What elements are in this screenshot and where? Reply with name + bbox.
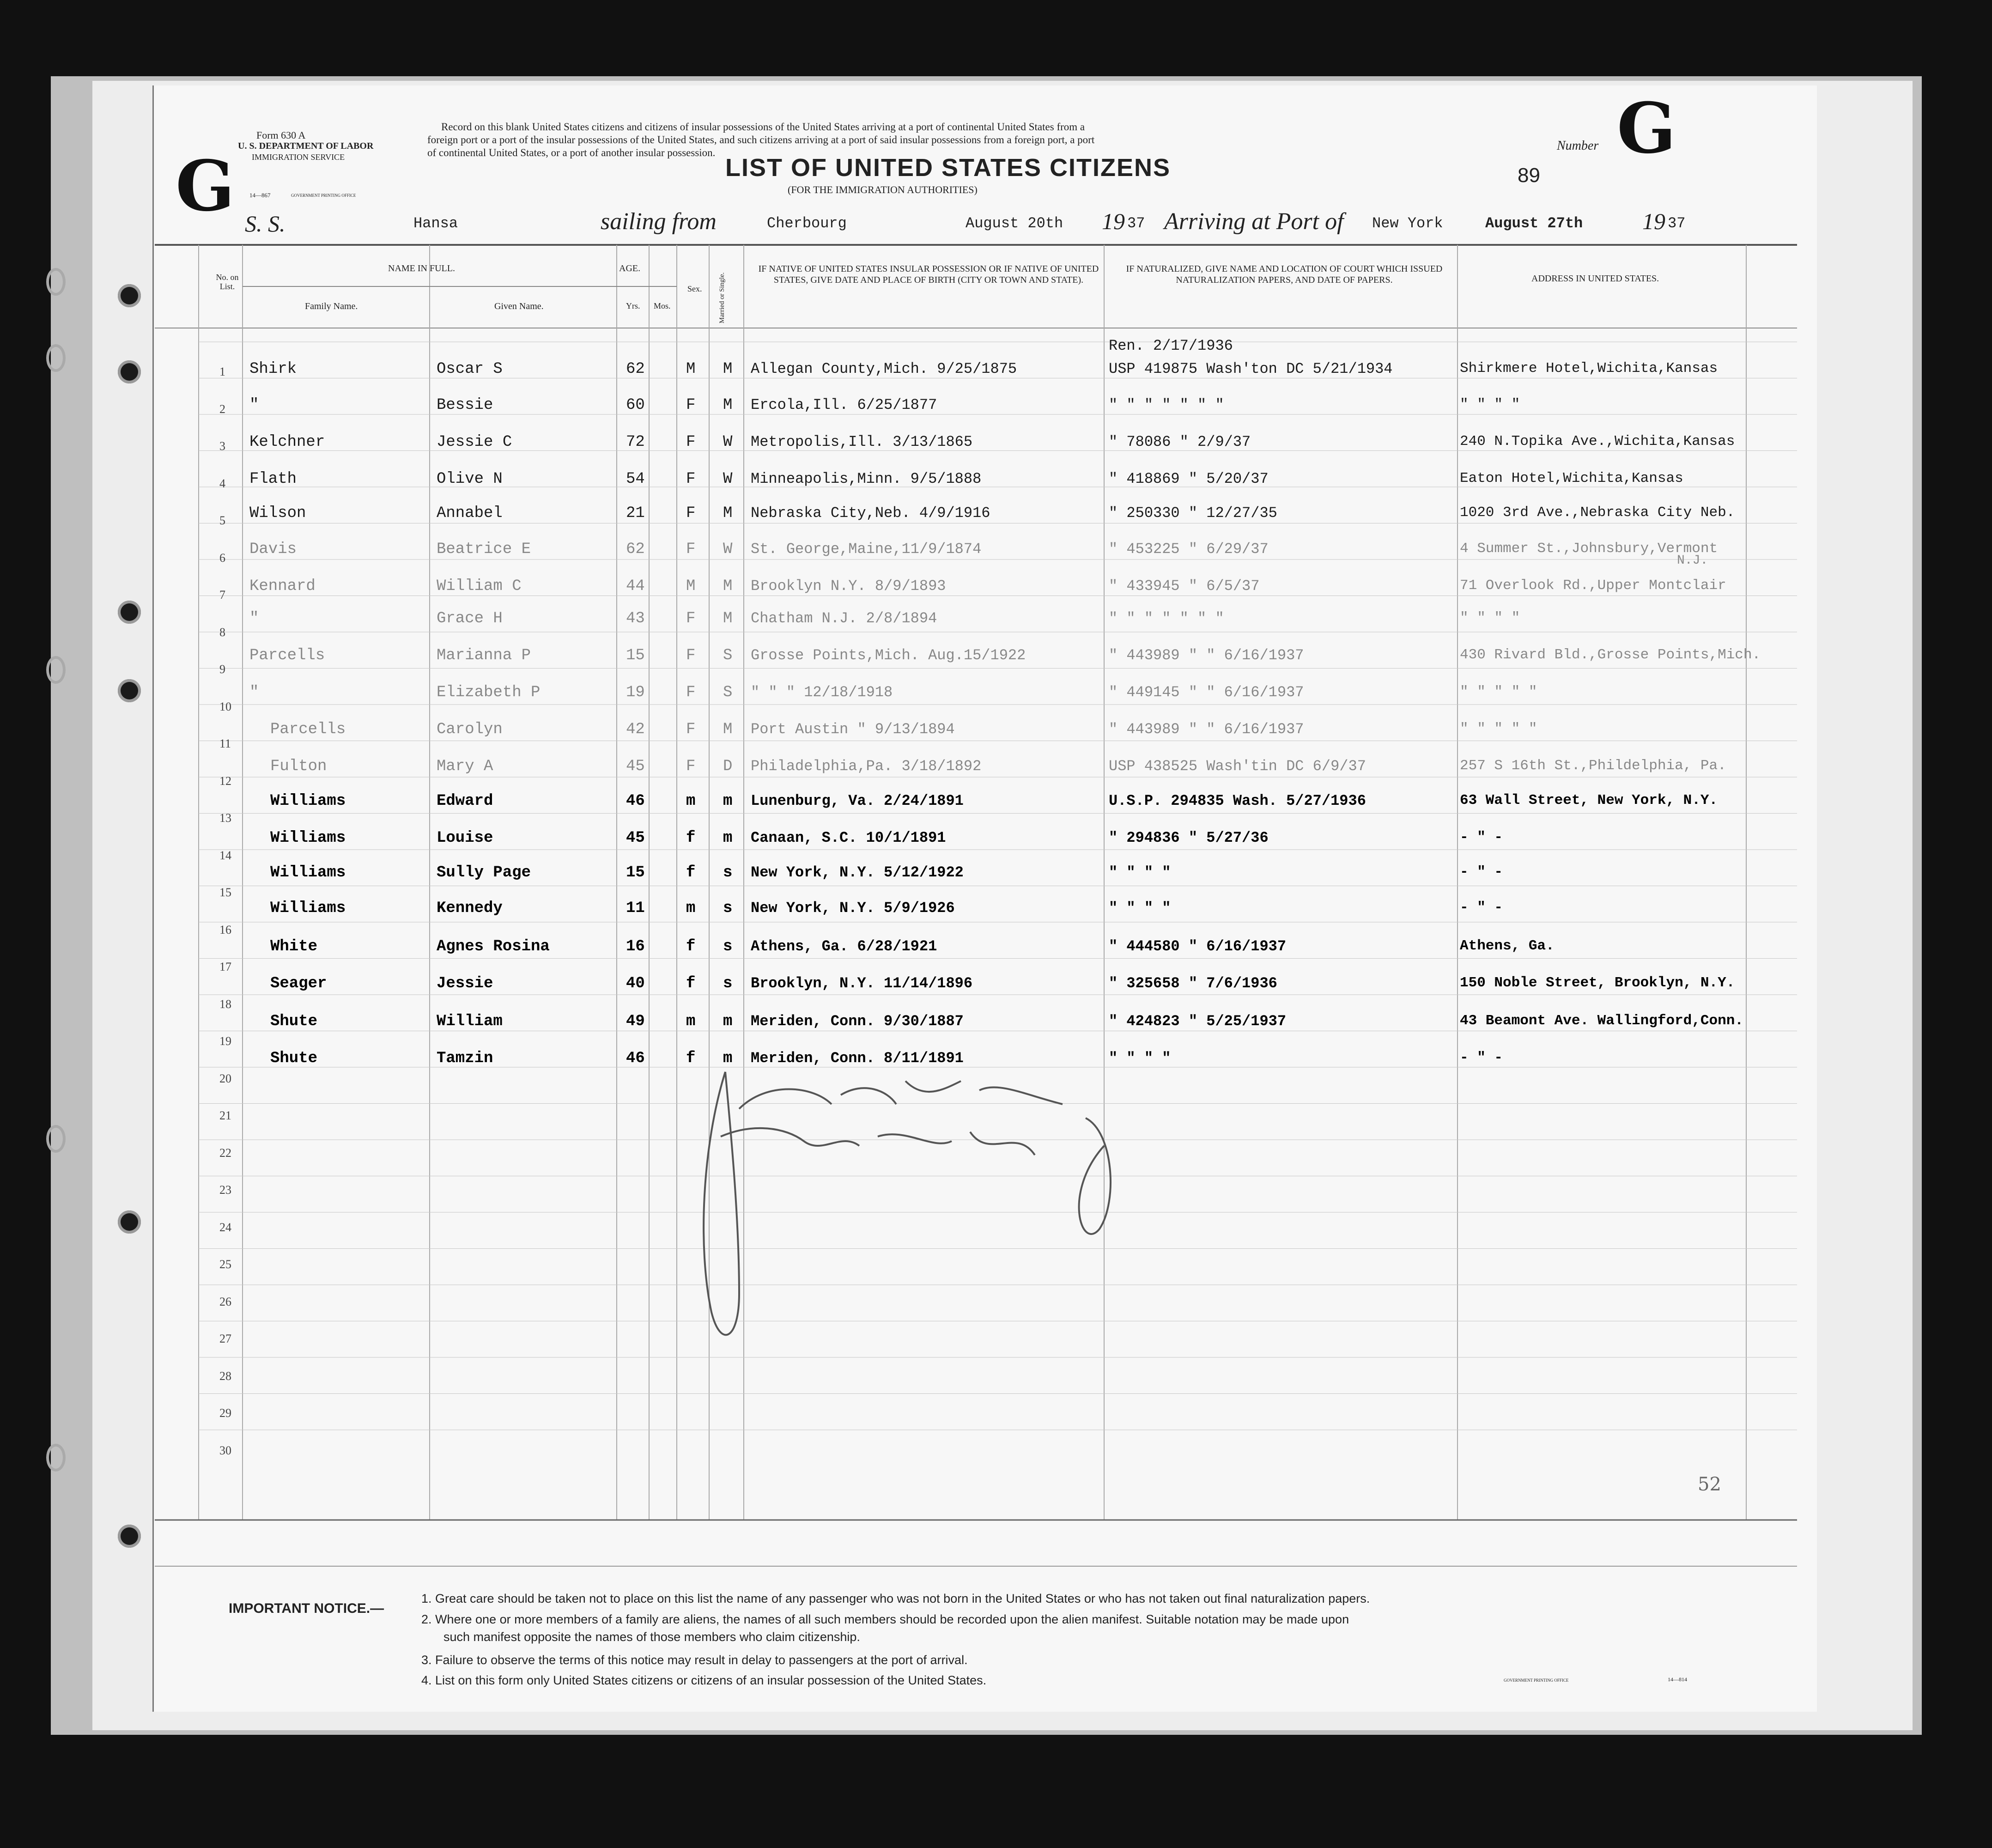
sex: F — [686, 541, 696, 558]
family-name: " — [249, 610, 259, 627]
notice-item: 4. List on this form only United States citizens or citizens of an insular possession of the United States. — [421, 1673, 987, 1687]
sex: M — [686, 578, 696, 595]
marital-status: M — [723, 610, 733, 627]
address: " " " " — [1460, 610, 1520, 626]
marital-status: m — [723, 792, 733, 810]
address: 43 Beamont Ave. Wallingford,Conn. — [1460, 1013, 1743, 1029]
age-years: 11 — [626, 900, 645, 917]
birthplace: Nebraska City,Neb. 4/9/1916 — [751, 505, 990, 522]
family-name: " — [249, 684, 259, 701]
address: " " " " " — [1460, 721, 1537, 737]
sex: F — [686, 470, 696, 488]
row-number: 15 — [219, 886, 231, 899]
birthplace: Canaan, S.C. 10/1/1891 — [751, 829, 946, 846]
footer-code: 14—814 — [1668, 1676, 1687, 1683]
number-label: Number — [1557, 139, 1599, 153]
row-number: 9 — [219, 663, 225, 676]
instruction-line: foreign port or a port of the insular possessions of the United States, and such citizens arriving at a port of said insular possessions from a foreign port, a port — [427, 134, 1095, 146]
naturalization: " 325658 " 7/6/1936 — [1109, 975, 1277, 992]
sex: M — [686, 360, 696, 378]
given-name: Carolyn — [437, 721, 503, 738]
birthplace: Brooklyn N.Y. 8/9/1893 — [751, 578, 946, 595]
naturalization: " 433945 " 6/5/37 — [1109, 578, 1260, 595]
marital-status: M — [723, 578, 733, 595]
family-name: " — [249, 396, 259, 414]
age-years: 62 — [626, 360, 645, 378]
naturalization: USP 438525 Wash'tin DC 6/9/37 — [1109, 758, 1366, 775]
sex: f — [686, 938, 696, 955]
family-name: Williams — [270, 864, 346, 881]
family-name: Parcells — [249, 647, 325, 664]
naturalization-note: Ren. 2/17/1936 — [1109, 337, 1233, 354]
marital-status: s — [723, 864, 733, 881]
marital-status: D — [723, 758, 733, 775]
sex: F — [686, 684, 696, 701]
footer-print-office: GOVERNMENT PRINTING OFFICE — [1504, 1678, 1569, 1683]
sheet-number: 89 — [1518, 164, 1540, 187]
marital-status: s — [723, 938, 733, 955]
marital-status: S — [723, 684, 733, 701]
address: Eaton Hotel,Wichita,Kansas — [1460, 470, 1683, 486]
row-number: 28 — [219, 1369, 231, 1383]
birthplace: Philadelphia,Pa. 3/18/1892 — [751, 758, 982, 775]
given-name: Jessie C — [437, 433, 512, 451]
naturalization: " 78086 " 2/9/37 — [1109, 433, 1251, 450]
address: " " " " — [1460, 396, 1520, 413]
header-no: No. on List. — [216, 273, 239, 291]
family-name: Williams — [270, 792, 346, 810]
age-years: 15 — [626, 864, 645, 881]
row-number: 19 — [219, 1034, 231, 1048]
naturalization: " 443989 " " 6/16/1937 — [1109, 647, 1304, 664]
row-number: 17 — [219, 960, 231, 973]
given-name: Annabel — [437, 505, 503, 522]
year-prefix: 19 — [1102, 208, 1125, 234]
birthplace: Chatham N.J. 2/8/1894 — [751, 610, 937, 627]
given-name: Tamzin — [437, 1050, 493, 1067]
row-number: 24 — [219, 1220, 231, 1234]
given-name: Grace H — [437, 610, 503, 627]
birthplace: " " " 12/18/1918 — [751, 684, 893, 701]
notice-item: 2. Where one or more members of a family are aliens, the names of all such members should be recorded upon the alien manifest. Suitable notation may be made upon — [421, 1612, 1349, 1626]
marital-status: M — [723, 360, 733, 378]
naturalization: " 250330 " 12/27/35 — [1109, 505, 1277, 522]
given-name: Agnes Rosina — [437, 938, 550, 955]
address: 430 Rivard Bld.,Grosse Points,Mich. — [1460, 647, 1761, 663]
address: 63 Wall Street, New York, N.Y. — [1460, 792, 1718, 808]
header-naturalized: IF NATURALIZED, GIVE NAME AND LOCATION OF COURT WHICH ISSUED NATURALIZATION PAPERS, AND DATE OF PAPERS. — [1126, 264, 1443, 285]
age-years: 19 — [626, 684, 645, 701]
header-mos: Mos. — [654, 301, 671, 310]
marital-status: m — [723, 1050, 733, 1067]
naturalization: " 443989 " " 6/16/1937 — [1109, 721, 1304, 738]
sex: F — [686, 610, 696, 627]
sailing-label: sailing from — [601, 208, 717, 235]
address: 257 S 16th St.,Phildelphia, Pa. — [1460, 758, 1726, 774]
family-name: Shirk — [249, 360, 297, 378]
ship-name: Hansa — [413, 215, 458, 232]
print-office: GOVERNMENT PRINTING OFFICE — [291, 193, 356, 198]
letter-left: G — [176, 146, 235, 227]
address: - " - — [1460, 864, 1503, 880]
address: - " - — [1460, 900, 1503, 916]
header-name-in-full: NAME IN FULL. — [388, 263, 455, 274]
birthplace: New York, N.Y. 5/9/1926 — [751, 900, 955, 917]
age-years: 40 — [626, 975, 645, 992]
age-years: 60 — [626, 396, 645, 414]
year-from: 37 — [1127, 215, 1145, 232]
address: 4 Summer St.,Johnsbury,Vermont — [1460, 541, 1718, 557]
birthplace: Lunenburg, Va. 2/24/1891 — [751, 792, 964, 809]
age-years: 45 — [626, 758, 645, 775]
birthplace: Grosse Points,Mich. Aug.15/1922 — [751, 647, 1026, 664]
header-yrs: Yrs. — [626, 301, 640, 310]
sex: f — [686, 829, 696, 847]
naturalization: U.S.P. 294835 Wash. 5/27/1936 — [1109, 792, 1366, 809]
date-to: August 27th — [1485, 215, 1583, 232]
naturalization: " 294836 " 5/27/36 — [1109, 829, 1269, 846]
immigration-officer-signature — [647, 1053, 1164, 1358]
header-birthplace: IF NATIVE OF UNITED STATES INSULAR POSSESSION OR IF NATIVE OF UNITED STATES, GIVE DATE AND PLACE OF BIRTH (CITY OR TOWN AND STATE). — [758, 264, 1099, 285]
row-number: 22 — [219, 1146, 231, 1160]
sex: F — [686, 721, 696, 738]
sex: m — [686, 1013, 696, 1030]
row-number: 11 — [219, 737, 231, 750]
family-name: Davis — [249, 541, 297, 558]
given-name: Oscar S — [437, 360, 503, 378]
row-number: 8 — [219, 625, 225, 639]
address: 1020 3rd Ave.,Nebraska City Neb. — [1460, 505, 1735, 521]
given-name: Jessie — [437, 975, 493, 992]
row-number: 14 — [219, 848, 231, 862]
row-number: 26 — [219, 1295, 231, 1308]
port-to: New York — [1372, 215, 1443, 232]
family-name: Flath — [249, 470, 297, 488]
marital-status: m — [723, 829, 733, 847]
sex: F — [686, 396, 696, 414]
row-number: 5 — [219, 514, 225, 527]
page-stamp: 52 — [1698, 1474, 1721, 1495]
row-number: 20 — [219, 1071, 231, 1085]
birthplace: Meriden, Conn. 8/11/1891 — [751, 1050, 964, 1067]
sex: m — [686, 900, 696, 917]
marital-status: M — [723, 721, 733, 738]
age-years: 16 — [626, 938, 645, 955]
marital-status: M — [723, 505, 733, 522]
row-number: 21 — [219, 1109, 231, 1122]
given-name: Elizabeth P — [437, 684, 541, 701]
given-name: Sully Page — [437, 864, 531, 881]
given-name: Mary A — [437, 758, 493, 775]
address-line2: N.J. — [1677, 553, 1708, 568]
birthplace: Brooklyn, N.Y. 11/14/1896 — [751, 975, 973, 992]
row-number: 30 — [219, 1443, 231, 1457]
row-number: 2 — [219, 402, 225, 416]
department: U. S. DEPARTMENT OF LABOR — [238, 141, 374, 151]
given-name: Louise — [437, 829, 493, 847]
sex: f — [686, 1050, 696, 1067]
notice-item: 3. Failure to observe the terms of this notice may result in delay to passengers at the port of arrival. — [421, 1653, 968, 1667]
family-name: Williams — [270, 829, 346, 847]
letter-right: G — [1617, 88, 1676, 169]
address: 150 Noble Street, Brooklyn, N.Y. — [1460, 975, 1735, 991]
header-sex: Sex. — [687, 284, 702, 293]
family-name: Shute — [270, 1013, 318, 1030]
family-name: Shute — [270, 1050, 318, 1067]
date-from: August 20th — [966, 215, 1063, 232]
row-number: 27 — [219, 1332, 231, 1345]
address: - " - — [1460, 1050, 1503, 1066]
ss-label: S. S. — [245, 211, 285, 237]
row-number: 7 — [219, 588, 225, 602]
header-given-name: Given Name. — [494, 301, 544, 311]
given-name: Kennedy — [437, 900, 503, 917]
family-name: Kelchner — [249, 433, 325, 451]
naturalization: " 449145 " " 6/16/1937 — [1109, 684, 1304, 701]
family-name: Williams — [270, 900, 346, 917]
birthplace: Ercola,Ill. 6/25/1877 — [751, 396, 937, 413]
family-name: White — [270, 938, 318, 955]
sex: F — [686, 505, 696, 522]
notice-item: such manifest opposite the names of those members who claim citizenship. — [443, 1630, 860, 1644]
age-years: 44 — [626, 578, 645, 595]
header-age: AGE. — [619, 263, 641, 274]
naturalization: " " " " " " " — [1109, 610, 1224, 627]
port-from: Cherbourg — [767, 215, 847, 232]
service: IMMIGRATION SERVICE — [252, 152, 345, 162]
age-years: 42 — [626, 721, 645, 738]
given-name: William — [437, 1013, 503, 1030]
sex: F — [686, 758, 696, 775]
naturalization: " 444580 " 6/16/1937 — [1109, 938, 1287, 955]
age-years: 54 — [626, 470, 645, 488]
row-number: 23 — [219, 1183, 231, 1197]
marital-status: W — [723, 541, 733, 558]
sex: f — [686, 975, 696, 992]
row-number: 6 — [219, 551, 225, 565]
birthplace: Athens, Ga. 6/28/1921 — [751, 938, 937, 955]
instruction-line: of continental United States, or a port of another insular possession. — [427, 147, 716, 158]
birthplace: Minneapolis,Minn. 9/5/1888 — [751, 470, 982, 487]
row-number: 1 — [219, 365, 225, 378]
marital-status: s — [723, 900, 733, 917]
row-number: 29 — [219, 1406, 231, 1420]
year-to: 37 — [1668, 215, 1686, 232]
age-years: 49 — [626, 1013, 645, 1030]
age-years: 46 — [626, 792, 645, 810]
naturalization: " " " " " " " — [1109, 396, 1224, 413]
age-years: 15 — [626, 647, 645, 664]
age-years: 46 — [626, 1050, 645, 1067]
marital-status: S — [723, 647, 733, 664]
age-years: 21 — [626, 505, 645, 522]
marital-status: M — [723, 396, 733, 414]
naturalization: " 418869 " 5/20/37 — [1109, 470, 1269, 487]
row-number: 12 — [219, 774, 231, 788]
sex: F — [686, 433, 696, 451]
birthplace: New York, N.Y. 5/12/1922 — [751, 864, 964, 881]
family-name: Fulton — [270, 758, 327, 775]
age-years: 72 — [626, 433, 645, 451]
age-years: 62 — [626, 541, 645, 558]
instruction-line: Record on this blank United States citizens and citizens of insular possessions of the United States arriving at a port of continental United States from a — [441, 121, 1085, 133]
row-number: 16 — [219, 923, 231, 936]
family-name: Seager — [270, 975, 327, 992]
arriving-label: Arriving at Port of — [1164, 208, 1344, 235]
address: Athens, Ga. — [1460, 938, 1555, 954]
birthplace: Port Austin " 9/13/1894 — [751, 721, 955, 738]
address: " " " " " — [1460, 684, 1537, 700]
age-years: 43 — [626, 610, 645, 627]
row-number: 10 — [219, 699, 231, 713]
print-code: 14—867 — [249, 192, 271, 199]
family-name: Wilson — [249, 505, 306, 522]
row-number: 18 — [219, 997, 231, 1011]
header-family-name: Family Name. — [305, 301, 358, 311]
sex: F — [686, 647, 696, 664]
birthplace: St. George,Maine,11/9/1874 — [751, 541, 982, 558]
address: Shirkmere Hotel,Wichita,Kansas — [1460, 360, 1718, 377]
birthplace: Meriden, Conn. 9/30/1887 — [751, 1013, 964, 1030]
given-name: Beatrice E — [437, 541, 531, 558]
given-name: Edward — [437, 792, 493, 810]
notice-item: 1. Great care should be taken not to place on this list the name of any passenger who was not born in the United States or who has not taken out final naturalization papers. — [421, 1592, 1370, 1605]
marital-status: W — [723, 470, 733, 488]
birthplace: Metropolis,Ill. 3/13/1865 — [751, 433, 973, 450]
given-name: Bessie — [437, 396, 493, 414]
birthplace: Allegan County,Mich. 9/25/1875 — [751, 360, 1017, 377]
row-number: 3 — [219, 439, 225, 453]
form-subtitle: (FOR THE IMMIGRATION AUTHORITIES) — [788, 184, 978, 195]
given-name: Olive N — [437, 470, 503, 488]
marital-status: W — [723, 433, 733, 451]
address: 240 N.Topika Ave.,Wichita,Kansas — [1460, 433, 1735, 450]
family-name: Kennard — [249, 578, 316, 595]
naturalization: USP 419875 Wash'ton DC 5/21/1934 — [1109, 360, 1393, 377]
row-number: 25 — [219, 1258, 231, 1271]
row-number: 4 — [219, 476, 225, 490]
year-prefix: 19 — [1642, 208, 1665, 234]
header-address: ADDRESS IN UNITED STATES. — [1531, 274, 1659, 284]
row-number: 13 — [219, 811, 231, 825]
form-title: LIST OF UNITED STATES CITIZENS — [725, 154, 1171, 182]
marital-status: s — [723, 975, 733, 992]
address: - " - — [1460, 829, 1503, 845]
age-years: 45 — [626, 829, 645, 847]
naturalization: " " " " — [1109, 900, 1171, 917]
naturalization: " 453225 " 6/29/37 — [1109, 541, 1269, 558]
naturalization: " " " " — [1109, 864, 1171, 881]
form-number: Form 630 A — [256, 129, 306, 141]
sex: f — [686, 864, 696, 881]
given-name: Marianna P — [437, 647, 531, 664]
header-married: Married or Single. — [718, 272, 726, 323]
marital-status: m — [723, 1013, 733, 1030]
naturalization: " 424823 " 5/25/1937 — [1109, 1013, 1287, 1030]
family-name: Parcells — [270, 721, 346, 738]
naturalization: " " " " — [1109, 1050, 1171, 1067]
given-name: William C — [437, 578, 522, 595]
sex: m — [686, 792, 696, 810]
address: 71 Overlook Rd.,Upper Montclair — [1460, 578, 1726, 594]
notice-heading: IMPORTANT NOTICE.— — [229, 1601, 384, 1616]
